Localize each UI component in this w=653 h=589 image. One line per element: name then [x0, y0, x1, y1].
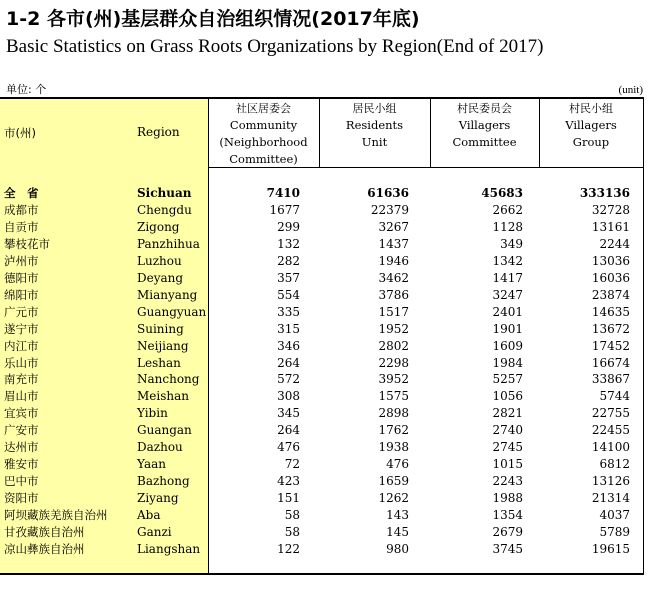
unit-label-chinese: 单位: 个 [6, 83, 47, 96]
cell-residents-unit: 3267 [378, 219, 409, 234]
cell-region: Panzhihua [137, 236, 200, 251]
cell-region: Suining [137, 321, 184, 336]
cell-community: 151 [277, 491, 300, 506]
cell-community: 423 [277, 474, 300, 489]
cell-city: 泸州市 [4, 253, 39, 268]
table-row [0, 270, 644, 287]
cell-residents-unit: 2802 [378, 338, 409, 353]
cell-city: 雅安市 [4, 457, 39, 472]
cell-villagers-group: 21314 [591, 491, 630, 506]
table-row [0, 202, 644, 219]
cell-region: Sichuan [137, 186, 192, 200]
cell-villagers-group: 16036 [591, 270, 630, 285]
table-row [0, 490, 644, 507]
cell-community: 476 [277, 440, 300, 455]
cell-region: Zigong [137, 219, 180, 234]
table-bottom-rule [0, 573, 644, 575]
table-row [0, 338, 644, 355]
cell-villagers-group: 5744 [599, 389, 630, 404]
cell-region: Guangan [137, 423, 192, 438]
cell-villagers-committee: 1417 [492, 270, 523, 285]
cell-villagers-committee: 2679 [492, 525, 523, 539]
cell-residents-unit: 61636 [367, 186, 409, 200]
cell-villagers-committee: 2401 [492, 304, 523, 319]
cell-region: Ziyang [137, 491, 179, 506]
cell-city: 眉山市 [4, 389, 39, 404]
cell-villagers-committee: 1984 [492, 355, 523, 370]
cell-villagers-group: 4037 [599, 508, 630, 523]
cell-community: 7410 [266, 186, 300, 200]
cell-villagers-group: 32728 [591, 202, 630, 217]
cell-villagers-group: 6812 [599, 457, 630, 472]
cell-community: 335 [277, 304, 300, 319]
cell-residents-unit: 145 [386, 525, 409, 539]
cell-community: 132 [277, 236, 300, 251]
cell-villagers-group: 13161 [591, 219, 630, 234]
header-city: 市(州) [4, 126, 36, 140]
cell-villagers-committee: 1056 [492, 389, 523, 404]
table-row [0, 473, 644, 490]
cell-villagers-group: 17452 [591, 338, 630, 353]
table-row [0, 422, 644, 439]
statistics-table [0, 97, 644, 575]
cell-residents-unit: 1762 [378, 423, 409, 438]
cell-community: 572 [277, 372, 300, 387]
cell-community: 58 [284, 508, 300, 523]
cell-region: Deyang [137, 270, 184, 285]
cell-city: 内江市 [4, 338, 39, 353]
cell-city: 自贡市 [4, 219, 39, 234]
cell-community: 357 [277, 270, 300, 285]
table-row [0, 524, 644, 541]
cell-residents-unit: 2298 [378, 355, 409, 370]
cell-community: 72 [284, 457, 300, 472]
cell-residents-unit: 476 [386, 457, 409, 472]
cell-city: 攀枝花市 [4, 236, 50, 251]
cell-residents-unit: 1575 [378, 389, 409, 404]
cell-region: Yibin [137, 406, 168, 421]
cell-community: 264 [277, 423, 300, 438]
cell-city: 德阳市 [4, 270, 39, 285]
cell-city: 全 省 [4, 186, 39, 200]
cell-villagers-committee: 5257 [492, 372, 523, 387]
cell-community: 264 [277, 355, 300, 370]
table-row [0, 405, 644, 422]
cell-villagers-group: 22455 [591, 423, 630, 438]
cell-villagers-group: 14100 [591, 440, 630, 455]
cell-residents-unit: 1938 [378, 440, 409, 455]
table-row [0, 185, 644, 202]
header-region: Region [137, 125, 180, 139]
cell-villagers-group: 19615 [591, 541, 630, 556]
cell-villagers-group: 13126 [591, 474, 630, 489]
cell-region: Aba [137, 508, 161, 523]
cell-villagers-group: 23874 [591, 287, 630, 302]
table-row [0, 355, 644, 372]
cell-region: Chengdu [137, 202, 192, 217]
table-row [0, 321, 644, 338]
cell-city: 南充市 [4, 372, 39, 387]
cell-villagers-committee: 1609 [492, 338, 523, 353]
cell-villagers-committee: 2662 [492, 202, 523, 217]
cell-community: 345 [277, 406, 300, 421]
cell-residents-unit: 3786 [378, 287, 409, 302]
cell-residents-unit: 3462 [378, 270, 409, 285]
table-row [0, 456, 644, 473]
cell-city: 广安市 [4, 423, 39, 438]
cell-villagers-committee: 2243 [492, 474, 523, 489]
table-row [0, 304, 644, 321]
cell-city: 乐山市 [4, 355, 39, 370]
table-row [0, 253, 644, 270]
cell-region: Liangshan [137, 541, 201, 556]
table-row [0, 219, 644, 236]
cell-villagers-committee: 3745 [492, 541, 523, 556]
table-row [0, 388, 644, 405]
cell-community: 346 [277, 338, 300, 353]
cell-city: 甘孜藏族自治州 [4, 525, 85, 539]
cell-villagers-group: 5789 [599, 525, 630, 539]
cell-residents-unit: 1262 [378, 491, 409, 506]
cell-region: Mianyang [137, 287, 198, 302]
unit-label-english: (unit) [618, 84, 643, 96]
cell-city: 广元市 [4, 304, 39, 319]
table-row [0, 439, 644, 456]
cell-city: 绵阳市 [4, 287, 39, 302]
cell-villagers-group: 2244 [599, 236, 630, 251]
cell-community: 122 [277, 541, 300, 556]
cell-villagers-committee: 1354 [492, 508, 523, 523]
header-community: 社区居委会 Community (Neighborhood Committee) [219, 102, 308, 166]
cell-region: Guangyuan [137, 304, 207, 319]
cell-residents-unit: 1946 [378, 253, 409, 268]
header-villagers-group: 村民小组 Villagers Group [565, 102, 617, 149]
cell-villagers-committee: 45683 [481, 186, 523, 200]
cell-villagers-group: 13036 [591, 253, 630, 268]
cell-villagers-group: 13672 [591, 321, 630, 336]
table-row [0, 507, 644, 524]
cell-villagers-committee: 1901 [492, 321, 523, 336]
cell-community: 1677 [269, 202, 300, 217]
cell-residents-unit: 1659 [378, 474, 409, 489]
cell-residents-unit: 1437 [378, 236, 409, 251]
cell-villagers-committee: 1128 [492, 219, 523, 234]
cell-residents-unit: 143 [386, 508, 409, 523]
cell-region: Luzhou [137, 253, 182, 268]
cell-community: 282 [277, 253, 300, 268]
cell-residents-unit: 22379 [370, 202, 409, 217]
cell-region: Ganzi [137, 525, 172, 539]
cell-city: 宜宾市 [4, 406, 39, 421]
cell-villagers-committee: 349 [500, 236, 523, 251]
cell-region: Bazhong [137, 474, 190, 489]
cell-community: 315 [277, 321, 300, 336]
cell-villagers-group: 22755 [591, 406, 630, 421]
cell-community: 308 [277, 389, 300, 404]
cell-city: 阿坝藏族羌族自治州 [4, 508, 108, 523]
page-title-english: Basic Statistics on Grass Roots Organizations by Region(End of 2017) [6, 36, 544, 57]
cell-residents-unit: 1952 [378, 321, 409, 336]
cell-villagers-committee: 1988 [492, 491, 523, 506]
cell-city: 达州市 [4, 440, 39, 455]
cell-region: Meishan [137, 389, 189, 404]
cell-villagers-committee: 1015 [492, 457, 523, 472]
cell-villagers-group: 16674 [591, 355, 630, 370]
cell-city: 凉山彝族自治州 [4, 541, 85, 556]
cell-residents-unit: 1517 [378, 304, 409, 319]
cell-villagers-committee: 2745 [492, 440, 523, 455]
table-row [0, 541, 644, 558]
cell-residents-unit: 3952 [378, 372, 409, 387]
cell-villagers-committee: 2740 [492, 423, 523, 438]
cell-region: Dazhou [137, 440, 183, 455]
cell-city: 资阳市 [4, 491, 39, 506]
cell-city: 巴中市 [4, 474, 39, 489]
page-title-chinese: 1-2 各市(州)基层群众自治组织情况(2017年底) [6, 8, 420, 30]
cell-residents-unit: 2898 [378, 406, 409, 421]
table-top-rule [0, 97, 644, 99]
cell-residents-unit: 980 [386, 541, 409, 556]
cell-region: Neijiang [137, 338, 189, 353]
cell-villagers-group: 33867 [591, 372, 630, 387]
table-row [0, 371, 644, 388]
cell-region: Nanchong [137, 372, 200, 387]
header-villagers-committee: 村民委员会 Villagers Committee [452, 102, 517, 149]
cell-region: Yaan [137, 457, 167, 472]
cell-city: 成都市 [4, 202, 39, 217]
table-row [0, 236, 644, 253]
cell-villagers-group: 14635 [591, 304, 630, 319]
cell-community: 58 [284, 525, 300, 539]
cell-villagers-group: 333136 [579, 186, 630, 200]
cell-region: Leshan [137, 355, 181, 370]
table-row [0, 287, 644, 304]
cell-villagers-committee: 1342 [492, 253, 523, 268]
cell-villagers-committee: 2821 [492, 406, 523, 421]
cell-community: 299 [277, 219, 300, 234]
cell-community: 554 [277, 287, 300, 302]
cell-villagers-committee: 3247 [492, 287, 523, 302]
cell-city: 遂宁市 [4, 321, 39, 336]
header-residents-unit: 居民小组 Residents Unit [345, 102, 404, 149]
